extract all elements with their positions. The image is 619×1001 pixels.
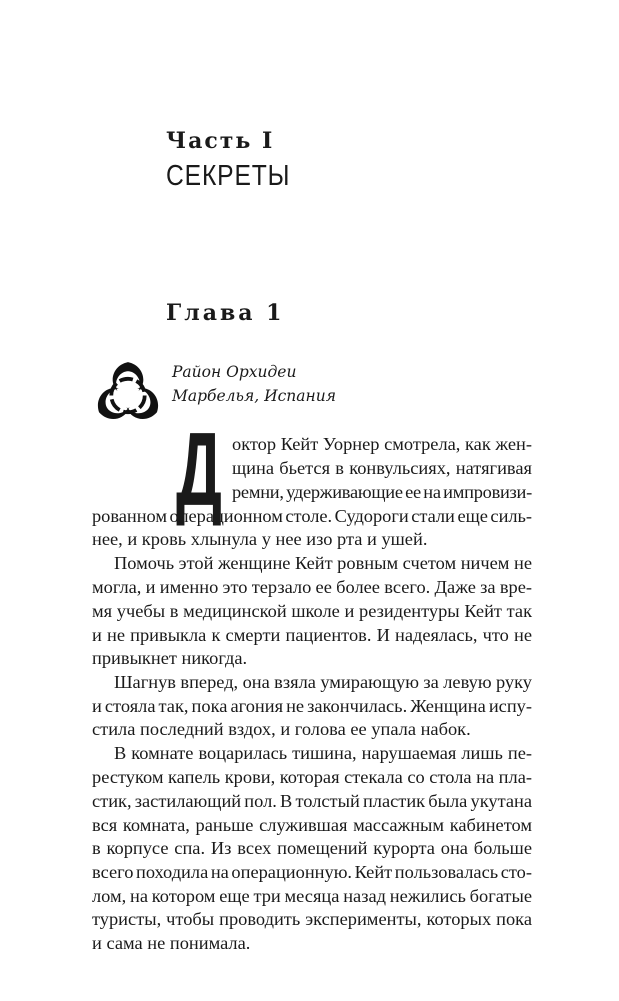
chapter-title: Глава 1	[166, 300, 285, 326]
text-line: и не привыкла к смерти пациентов. И надеялась, что не	[92, 625, 532, 645]
drop-cap: Д	[176, 412, 222, 528]
text-line: щина бьется в конвульсиях, натягивая	[232, 458, 532, 478]
location-city: Марбелья, Испания	[172, 387, 336, 405]
biohazard-icon	[90, 356, 166, 432]
text-line: стик, застилающий пол. В толстый пластик была укутана	[92, 791, 532, 811]
text-line: Шагнув вперед, она взяла умирающую за левую руку	[114, 672, 532, 692]
text-line: туристы, чтобы проводить эксперименты, которых пока	[92, 909, 532, 929]
location-district: Район Орхидеи	[172, 363, 297, 381]
text-line: ремни, удерживающие ее на импровизи-	[232, 482, 532, 502]
text-line: мя учебы в медицинской школе и резидентуры Кейт так	[92, 601, 532, 621]
text-line: стила последний вздох, и голова ее упала набок.	[92, 719, 471, 739]
text-line: и стояла так, пока агония не закончилась. Женщина испу-	[92, 696, 532, 716]
text-line: рованном операционном столе. Судороги стали еще силь-	[92, 506, 532, 526]
text-line: рестуком капель крови, которая стекала со стола на пла-	[92, 767, 532, 787]
part-label: Часть I	[166, 128, 275, 154]
text-line: Помочь этой женщине Кейт ровным счетом ничем не	[114, 553, 532, 573]
text-line: всего походила на операционную. Кейт пользовалась сто-	[92, 862, 532, 882]
text-line: могла, и именно это терзало ее более всего. Даже за вре-	[92, 577, 532, 597]
text-line: привыкнет никогда.	[92, 648, 248, 668]
text-line: В комнате воцарилась тишина, нарушаемая лишь пе-	[114, 743, 532, 763]
text-line: лом, на котором еще три месяца назад нежились богатые	[92, 886, 532, 906]
text-line: вся комната, раньше служившая массажным кабинетом	[92, 815, 532, 835]
text-line: в корпусе спа. Из всех помещений курорта она больше	[92, 838, 532, 858]
part-title: СЕКРЕТЫ	[166, 160, 291, 192]
text-line: октор Кейт Уорнер смотрела, как жен-	[232, 434, 532, 454]
text-line: нее, и кровь хлынула у нее изо рта и ушей.	[92, 529, 428, 549]
text-line: и сама не понимала.	[92, 933, 251, 953]
